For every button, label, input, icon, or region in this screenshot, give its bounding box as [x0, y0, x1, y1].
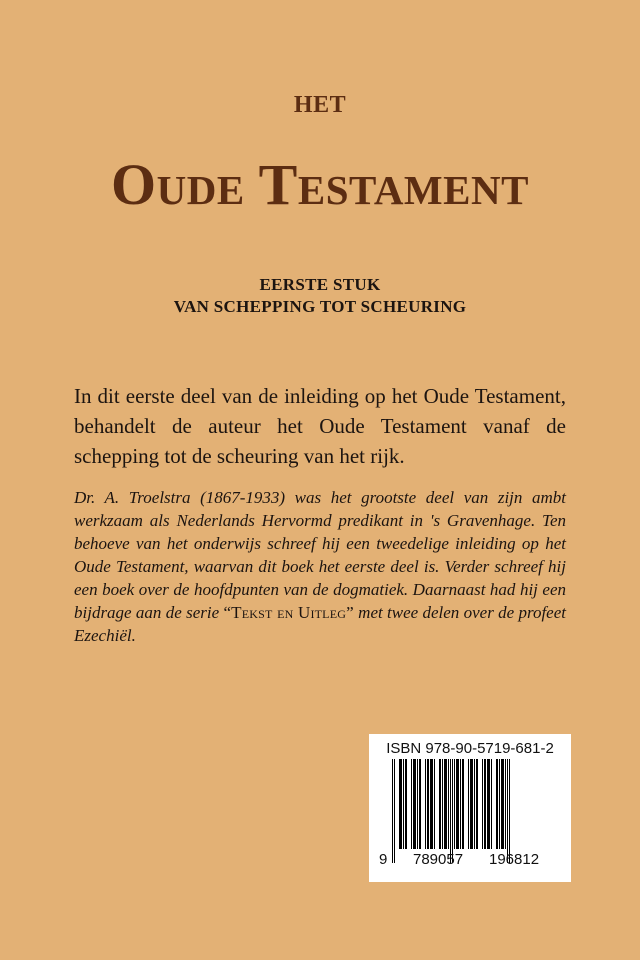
barcode-bar [499, 759, 500, 849]
barcode-bar [501, 759, 504, 849]
title-prefix: HET [293, 92, 347, 118]
barcode-guard-bar [394, 759, 395, 863]
barcode-bar [411, 759, 412, 849]
barcode-bar [399, 759, 402, 849]
barcode-space [422, 759, 424, 849]
barcode-space [436, 759, 438, 849]
barcode-bar [476, 759, 478, 849]
barcode-bar [456, 759, 459, 849]
barcode-bar [496, 759, 498, 849]
barcode-space [493, 759, 495, 849]
series-title: “Tekst en Uitleg” [223, 603, 354, 622]
barcode-bar [468, 759, 469, 849]
barcode-bar [403, 759, 404, 849]
barcode-space [408, 759, 410, 849]
barcode-bar [434, 759, 435, 849]
barcode-digit-left: 789057 [413, 851, 464, 868]
barcode-bar [413, 759, 416, 849]
barcode-digit-prefix: 9 [379, 851, 388, 868]
barcode-bar [448, 759, 449, 849]
subtitle-line-1: EERSTE STUK [259, 275, 381, 294]
barcode-bar [470, 759, 473, 849]
barcode-digits [369, 851, 571, 871]
barcode-bar [460, 759, 461, 849]
author-bio-before: Dr. A. Troelstra (1867-1933) was het grootste deel van zijn ambt werkzaam als Nederlands Hervormd predikant in 's Gravenhage. Ten behoeve van het onderwijs schreef hij een tweedelige inleiding op het Oude Testament, waarvan dit boek het eerste deel is. Verder schreef hij een boek over de hoofdpunten van de dogmatiek. Daarnaast had hij een bijdrage aan de serie [74, 488, 566, 622]
barcode-bar [444, 759, 447, 849]
barcode-bar [427, 759, 429, 849]
barcode-bar [474, 759, 475, 849]
barcode-guard-bar [509, 759, 510, 863]
barcode-bar [419, 759, 421, 849]
intro-paragraph: In dit eerste deel van de inleiding op het Oude Testament, behandelt de auteur het Oude Testament vanaf de schepping tot de scheuring van het rijk. [74, 384, 566, 468]
barcode-space [396, 759, 398, 849]
author-bio-paragraph [74, 486, 566, 647]
barcode-bar [482, 759, 483, 849]
author-bio-after: met twee delen over de profeet Ezechiël. [74, 603, 566, 645]
book-title: Oude Testament [111, 152, 529, 217]
barcode-space [465, 759, 467, 849]
barcode-guard-bar [450, 759, 451, 863]
barcode-bar [484, 759, 486, 849]
barcode-bar [430, 759, 433, 849]
barcode-bar [442, 759, 443, 849]
barcode-bar [425, 759, 426, 849]
isbn-barcode-box [369, 734, 571, 882]
barcode-guard-bar [452, 759, 453, 863]
barcode-bar [487, 759, 490, 849]
barcode-digit-right: 196812 [489, 851, 540, 868]
barcode-bar [405, 759, 407, 849]
barcode-space [479, 759, 481, 849]
barcode-bar [505, 759, 506, 849]
subtitle-line-2: VAN SCHEPPING TOT SCHEURING [173, 297, 467, 316]
book-subtitle [0, 274, 640, 318]
barcode-guard-bar [392, 759, 393, 863]
barcode-guard-bar [507, 759, 508, 863]
isbn-label: ISBN 978-90-5719-681-2 [386, 740, 554, 757]
barcode-bar [462, 759, 464, 849]
barcode-bar [454, 759, 455, 849]
barcode-bar [439, 759, 441, 849]
barcode-bar [491, 759, 492, 849]
barcode-bar [417, 759, 418, 849]
